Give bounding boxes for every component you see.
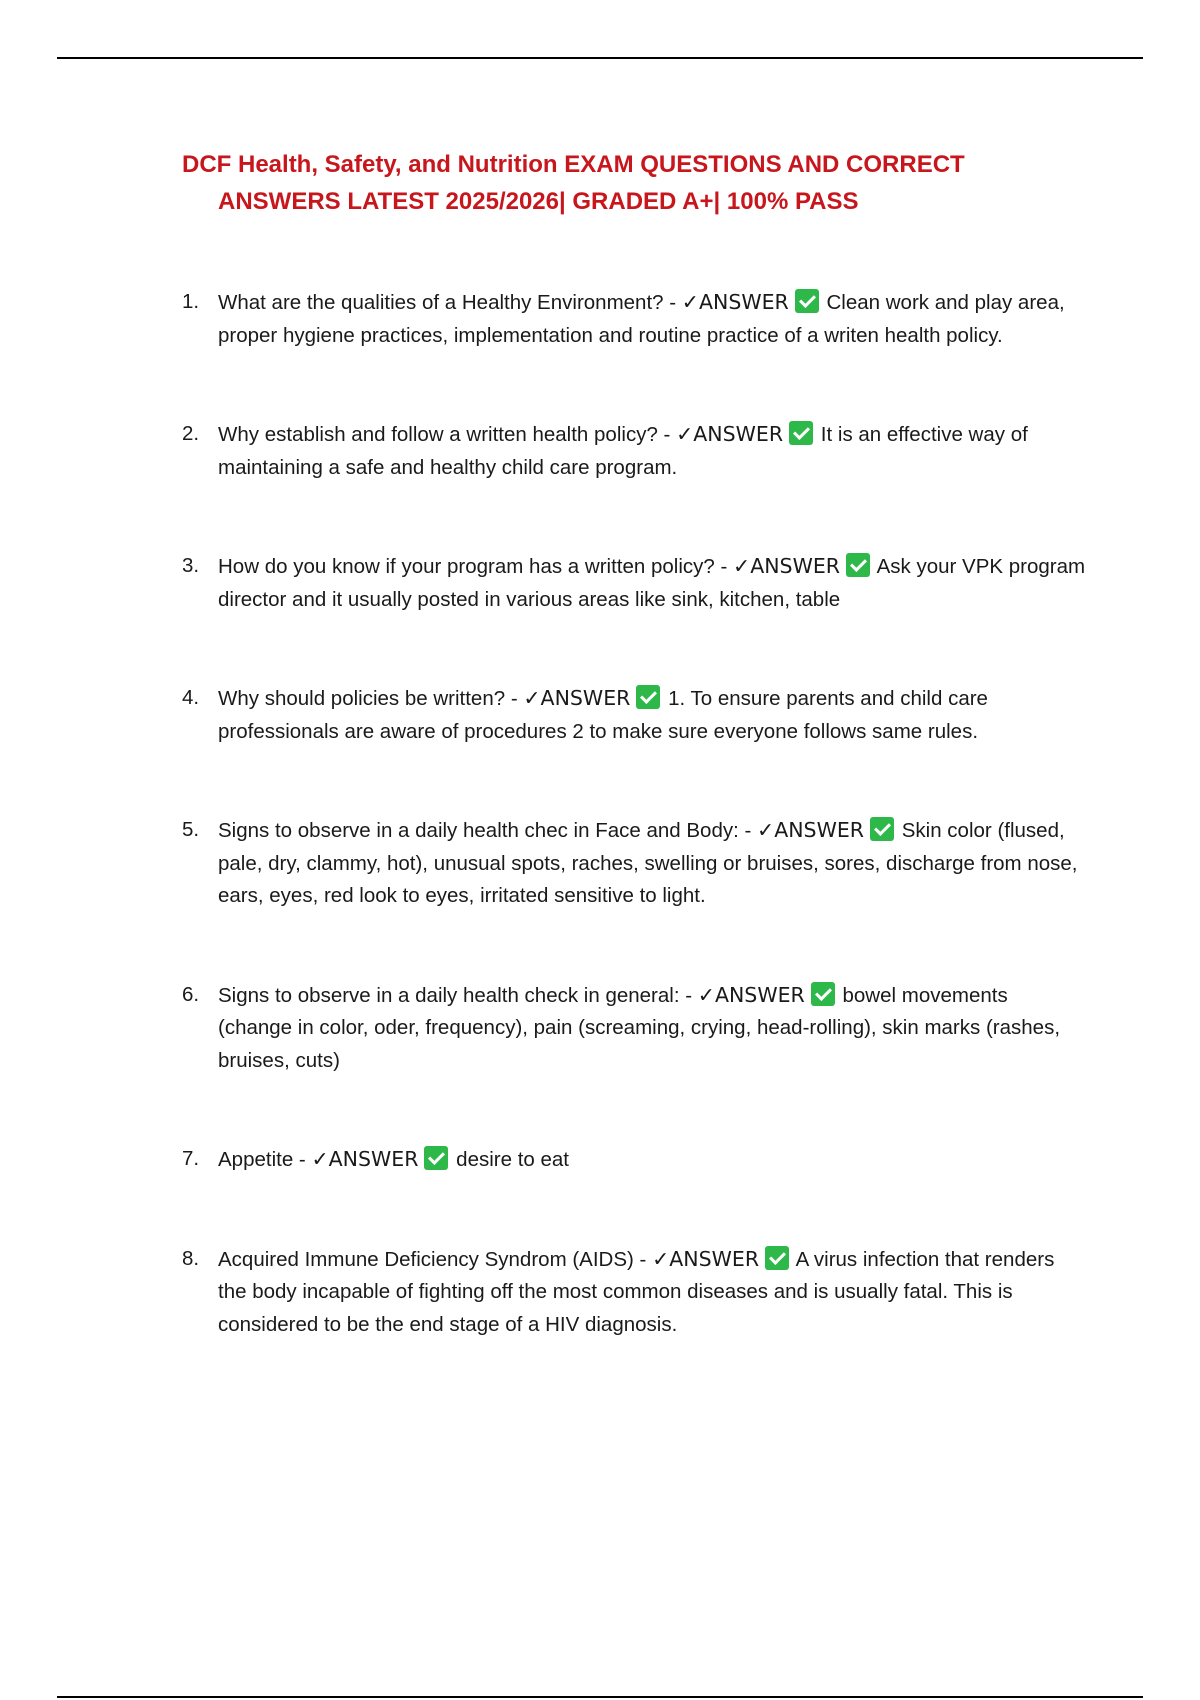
item-number: 2.: [182, 422, 200, 445]
bottom-rule: [57, 1696, 1143, 1698]
item-number: 4.: [182, 686, 200, 709]
question-text: How do you know if your program has a written policy? -: [218, 555, 728, 578]
question-text: Why establish and follow a written health policy? -: [218, 423, 671, 446]
answer-text: desire to eat: [456, 1148, 569, 1171]
answer-marker: ✓ANSWER: [757, 818, 865, 842]
question-text: Signs to observe in a daily health chec in Face and Body: -: [218, 819, 752, 842]
answer-marker: ✓ANSWER: [733, 554, 841, 578]
answer-text: Clean work and play area, proper hygiene practices, implementation and routine practice of a writen health policy.: [218, 291, 1065, 347]
item-number: 5.: [182, 818, 200, 841]
qa-item: [182, 286, 1087, 352]
qa-item: [182, 550, 1087, 616]
answer-text: It is an effective way of maintaining a safe and healthy child care program.: [218, 423, 1028, 479]
top-rule: [57, 57, 1143, 59]
qa-item: [182, 1143, 1087, 1177]
answer-marker: ✓ANSWER: [697, 982, 805, 1007]
qa-list: [182, 286, 1087, 1341]
item-number: 1.: [182, 290, 200, 313]
answer-text: Skin color (flused, pale, dry, clammy, hot), unusual spots, raches, swelling or bruises, sores, discharge from nose, ears, eyes, red look to eyes, irritated sensitive to light.: [218, 819, 1078, 907]
answer-marker: ✓ANSWER: [652, 1246, 760, 1271]
item-number: 7.: [182, 1147, 200, 1170]
qa-item: [182, 979, 1087, 1078]
answer-text: bowel movements (change in color, oder, frequency), pain (screaming, crying, head-rolling), skin marks (rashes, bruises, cuts): [218, 983, 1061, 1072]
green-check-box-icon: [846, 553, 870, 577]
answer-marker: ✓ANSWER: [523, 686, 631, 710]
document-body: [182, 146, 1087, 1341]
item-number: 8.: [182, 1246, 200, 1270]
answer-marker: ✓ANSWER: [676, 422, 784, 446]
green-check-box-icon: [765, 1246, 789, 1270]
qa-item: [182, 682, 1087, 748]
green-check-box-icon: [870, 817, 894, 841]
qa-item: [182, 418, 1087, 484]
question-text: Signs to observe in a daily health check in general: -: [218, 983, 693, 1007]
qa-item: [182, 1243, 1087, 1342]
question-text: What are the qualities of a Healthy Environment? -: [218, 291, 677, 314]
question-text: Why should policies be written? -: [218, 687, 518, 710]
answer-marker: ✓ANSWER: [681, 290, 789, 314]
document-title: DCF Health, Safety, and Nutrition EXAM QUESTIONS AND CORRECT ANSWERS LATEST 2025/2026| GRADED A+| 100% PASS: [182, 151, 965, 215]
answer-text: Ask your VPK program director and it usually posted in various areas like sink, kitchen, table: [218, 555, 1086, 611]
answer-text: 1. To ensure parents and child care professionals are aware of procedures 2 to make sure everyone follows same rules.: [218, 687, 988, 743]
item-number: 6.: [182, 982, 200, 1006]
green-check-box-icon: [811, 982, 835, 1006]
answer-text: A virus infection that renders the body incapable of fighting off the most common diseases and is usually fatal. This is considered to be the end stage of a HIV diagnosis.: [218, 1247, 1055, 1336]
item-number: 3.: [182, 554, 200, 577]
answer-marker: ✓ANSWER: [311, 1147, 419, 1171]
green-check-box-icon: [424, 1146, 448, 1170]
question-text: Acquired Immune Deficiency Syndrom (AIDS) -: [218, 1247, 647, 1271]
green-check-box-icon: [795, 289, 819, 313]
green-check-box-icon: [636, 685, 660, 709]
question-text: Appetite -: [218, 1148, 306, 1171]
green-check-box-icon: [789, 421, 813, 445]
qa-item: [182, 814, 1087, 913]
